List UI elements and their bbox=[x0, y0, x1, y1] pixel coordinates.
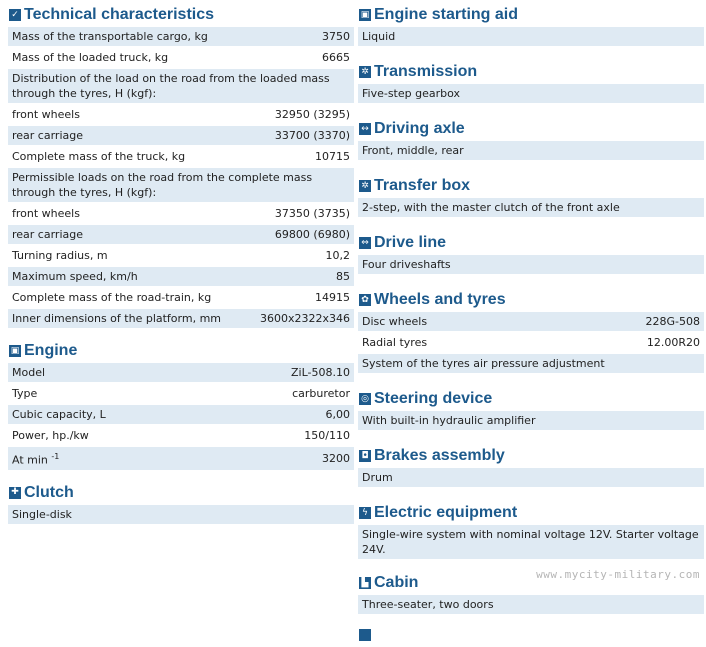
table-row bbox=[8, 288, 354, 307]
row-label: Maximum speed, km/h bbox=[8, 267, 227, 286]
table-row bbox=[8, 126, 354, 145]
table-row bbox=[8, 447, 354, 470]
row-label: rear carriage bbox=[8, 126, 227, 145]
table-row bbox=[8, 225, 354, 244]
section-title: Driving axle bbox=[374, 120, 465, 137]
left-column bbox=[8, 0, 354, 524]
clutch-section bbox=[8, 478, 354, 524]
next-section-header-cut bbox=[358, 620, 704, 647]
electric-section bbox=[358, 498, 704, 559]
engine-section bbox=[8, 336, 354, 472]
section-value: Single-wire system with nominal voltage 12V. Starter voltage 24V. bbox=[358, 525, 704, 559]
section-header bbox=[358, 228, 704, 255]
wheels-table bbox=[358, 310, 704, 375]
row-label: Turning radius, m bbox=[8, 246, 227, 265]
table-row bbox=[8, 204, 354, 223]
technical-section bbox=[8, 0, 354, 330]
row-label: Model bbox=[8, 363, 217, 382]
engine-icon: ▣ bbox=[10, 345, 20, 356]
engine-table bbox=[8, 361, 354, 472]
section-title: Engine bbox=[24, 342, 78, 359]
brake-icon: ◘ bbox=[359, 450, 371, 462]
technical-table bbox=[8, 25, 354, 330]
section-title: Electric equipment bbox=[374, 504, 518, 521]
row-value: 3200 bbox=[217, 447, 354, 470]
section-title: Transmission bbox=[374, 63, 478, 80]
table-row bbox=[8, 69, 354, 103]
row-value: 6665 bbox=[227, 48, 354, 67]
section-header bbox=[358, 285, 704, 312]
steering-section bbox=[358, 384, 704, 430]
cabin-icon: ▙ bbox=[359, 577, 371, 589]
section-value: Single-disk bbox=[8, 505, 354, 524]
row-value: 10,2 bbox=[227, 246, 354, 265]
row-value: 85 bbox=[227, 267, 354, 286]
row-label: Mass of the loaded truck, kg bbox=[8, 48, 227, 67]
drive-line-section bbox=[358, 228, 704, 274]
section-title: Wheels and tyres bbox=[374, 291, 506, 308]
table-row bbox=[358, 312, 704, 331]
row-label: Distribution of the load on the road from the loaded mass through the tyres, H (kgf): bbox=[8, 69, 354, 103]
table-row bbox=[8, 267, 354, 286]
row-value: 14915 bbox=[227, 288, 354, 307]
row-label: rear carriage bbox=[8, 225, 227, 244]
section-title: Drive line bbox=[374, 234, 447, 251]
section-value: Liquid bbox=[358, 27, 704, 46]
gear-icon: ✲ bbox=[359, 66, 371, 78]
row-value: 3600x2322x346 bbox=[227, 309, 354, 328]
section-header bbox=[358, 384, 704, 411]
section-icon bbox=[359, 629, 371, 641]
section-value: Five-step gearbox bbox=[358, 84, 704, 103]
section-value: Drum bbox=[358, 468, 704, 487]
section-header bbox=[8, 0, 354, 27]
table-row bbox=[8, 168, 354, 202]
section-value: 2-step, with the master clutch of the front axle bbox=[358, 198, 704, 217]
row-label: Inner dimensions of the platform, mm bbox=[8, 309, 227, 328]
section-header bbox=[358, 114, 704, 141]
section-title: Brakes assembly bbox=[374, 447, 505, 464]
row-label: Disc wheels bbox=[358, 312, 545, 331]
lightning-icon: ϟ bbox=[359, 507, 371, 519]
steering-wheel-icon: ◎ bbox=[359, 393, 371, 405]
row-value: 12.00R20 bbox=[545, 333, 704, 352]
section-title: Clutch bbox=[24, 483, 74, 501]
row-label: Type bbox=[8, 384, 217, 403]
brakes-section bbox=[358, 441, 704, 487]
section-title: Steering device bbox=[374, 390, 493, 407]
section-title: Technical characteristics bbox=[24, 6, 215, 23]
section-header bbox=[358, 57, 704, 84]
row-label: front wheels bbox=[8, 105, 227, 124]
row-value: carburetor bbox=[217, 384, 354, 403]
row-value: 6,00 bbox=[217, 405, 354, 424]
table-row bbox=[8, 384, 354, 403]
section-header bbox=[358, 171, 704, 198]
axle-icon: ↔ bbox=[359, 123, 371, 135]
clutch-icon: ✚ bbox=[9, 487, 21, 499]
row-label: Cubic capacity, L bbox=[8, 405, 217, 424]
row-label: Permissible loads on the road from the complete mass through the tyres, H (kgf): bbox=[8, 168, 354, 202]
section-header bbox=[358, 498, 704, 525]
section-header bbox=[8, 336, 354, 363]
section-header bbox=[358, 0, 704, 27]
row-label: front wheels bbox=[8, 204, 227, 223]
table-row bbox=[8, 48, 354, 67]
row-label: System of the tyres air pressure adjustment bbox=[358, 354, 704, 373]
right-column bbox=[358, 0, 704, 647]
section-value: With built-in hydraulic amplifier bbox=[358, 411, 704, 430]
wheels-section bbox=[358, 285, 704, 375]
section-value: Four driveshafts bbox=[358, 255, 704, 274]
table-row bbox=[358, 354, 704, 373]
table-row bbox=[8, 405, 354, 424]
row-value: 33700 (3370) bbox=[227, 126, 354, 145]
row-value: 228G-508 bbox=[545, 312, 704, 331]
table-row bbox=[8, 246, 354, 265]
table-row bbox=[8, 27, 354, 46]
section-value: Three-seater, two doors bbox=[358, 595, 704, 614]
row-value: 69800 (6980) bbox=[227, 225, 354, 244]
table-row bbox=[8, 309, 354, 328]
transfer-box-icon: ✲ bbox=[359, 180, 371, 192]
row-label: Power, hp./kw bbox=[8, 426, 217, 445]
row-label: Complete mass of the road-train, kg bbox=[8, 288, 227, 307]
transfer-box-section bbox=[358, 171, 704, 217]
row-value: ZiL-508.10 bbox=[217, 363, 354, 382]
transmission-section bbox=[358, 57, 704, 103]
section-value: Front, middle, rear bbox=[358, 141, 704, 160]
row-label-cell bbox=[8, 447, 217, 470]
table-row bbox=[8, 363, 354, 382]
section-header bbox=[8, 478, 354, 505]
driving-axle-section bbox=[358, 114, 704, 160]
row-label: Mass of the transportable cargo, kg bbox=[8, 27, 227, 46]
table-row bbox=[8, 426, 354, 445]
section-header bbox=[358, 441, 704, 468]
drive-line-icon: ⇔ bbox=[359, 237, 371, 249]
watermark: www.mycity-military.com bbox=[536, 568, 700, 581]
section-title: Transfer box bbox=[374, 177, 471, 194]
row-value: 10715 bbox=[227, 147, 354, 166]
row-label-superscript: -1 bbox=[51, 452, 60, 461]
wheel-icon: ✿ bbox=[359, 294, 371, 306]
table-row bbox=[8, 105, 354, 124]
checkbox-icon: ✓ bbox=[9, 9, 21, 21]
engine-icon: ▣ bbox=[360, 9, 370, 20]
row-label: Radial tyres bbox=[358, 333, 545, 352]
row-label: Complete mass of the truck, kg bbox=[8, 147, 227, 166]
row-value: 37350 (3735) bbox=[227, 204, 354, 223]
row-value: 3750 bbox=[227, 27, 354, 46]
table-row bbox=[358, 333, 704, 352]
row-label: At min bbox=[12, 453, 48, 467]
table-row bbox=[8, 147, 354, 166]
section-title: Engine starting aid bbox=[374, 6, 519, 23]
engine-starting-aid-section bbox=[358, 0, 704, 46]
row-value: 150/110 bbox=[217, 426, 354, 445]
section-title: Cabin bbox=[374, 574, 419, 591]
row-value: 32950 (3295) bbox=[227, 105, 354, 124]
